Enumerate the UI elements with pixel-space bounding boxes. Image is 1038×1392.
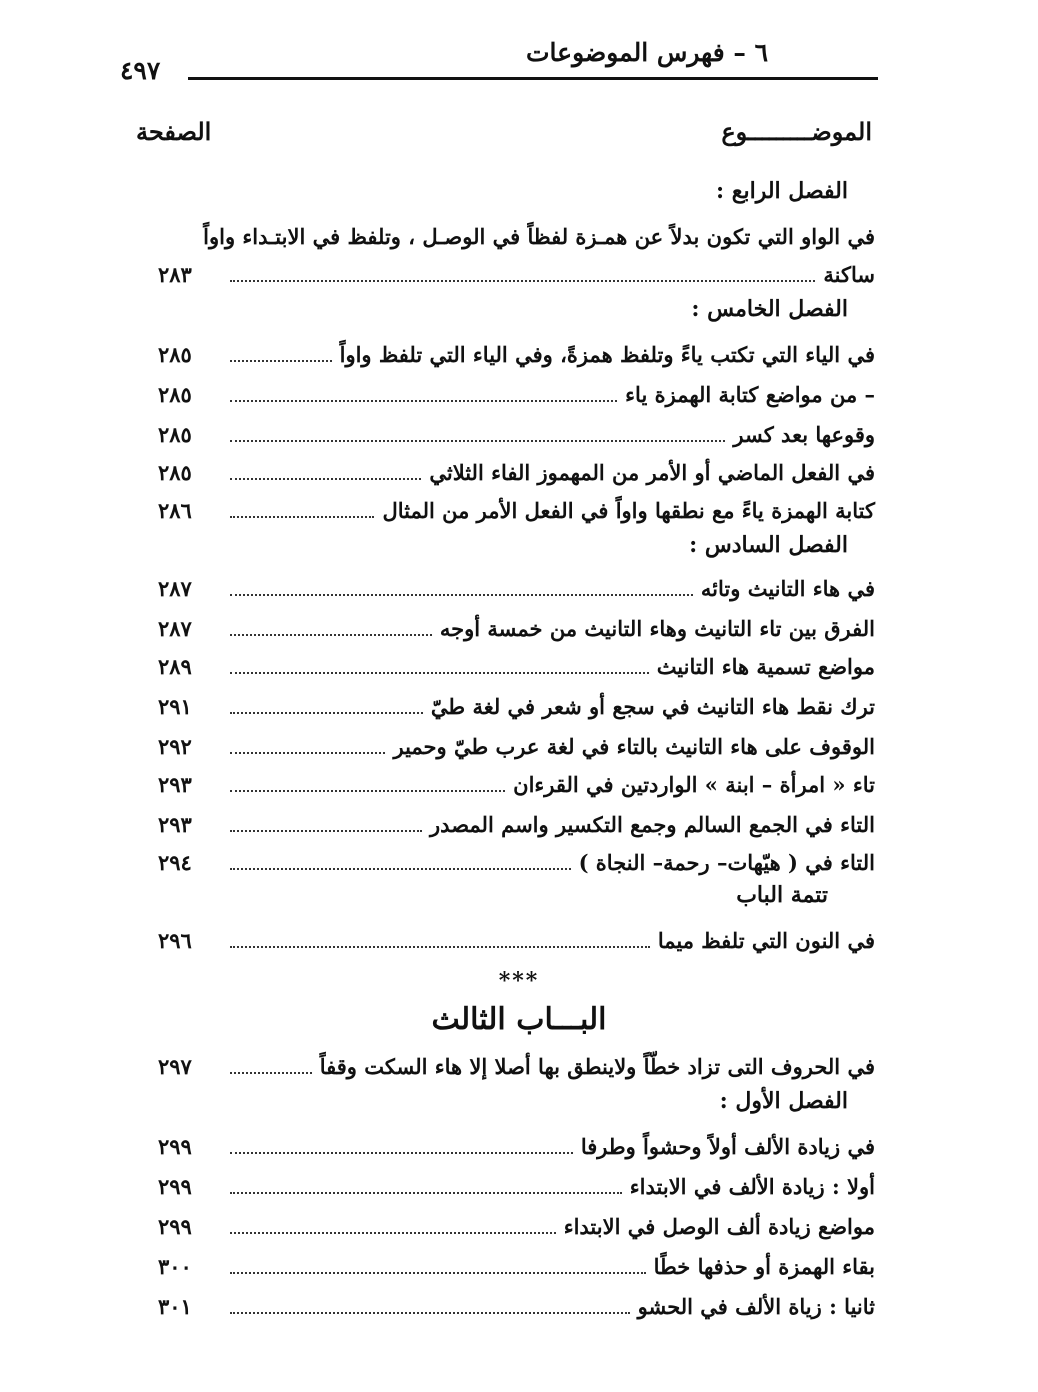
index-entry: [140, 844, 875, 878]
part-title: البـــاب الثالث: [431, 1002, 607, 1037]
entry-text: – من مواضع كتابة الهمزة ياء: [625, 382, 875, 407]
leader-dots: [230, 478, 421, 480]
entry-text: التاء في الجمع السالم وجمع التكسير واسم المصدر: [430, 812, 875, 837]
index-entry: [140, 766, 875, 800]
index-entry: [140, 688, 875, 722]
column-heading-topic: الموضـــــــــوع: [721, 117, 872, 146]
leader-dots: [230, 868, 571, 870]
leader-dots: [230, 594, 693, 596]
entry-page: ٢٨٥: [158, 422, 192, 447]
leader-dots: [230, 280, 815, 282]
section-separator: ***: [498, 968, 540, 994]
entry-text: في الياء التي تكتب ياءً وتلفظ همزةً، وفي الياء التي تلفظ واواً: [339, 342, 875, 367]
index-entry: [140, 1208, 875, 1242]
entry-page: ٢٩٤: [158, 850, 192, 875]
entry-text: كتابة الهمزة ياءً مع نطقها واواً في الفعل الأمر من المثال: [382, 498, 875, 523]
index-entry: [140, 1248, 875, 1282]
entry-page: ٢٩٢: [158, 734, 192, 759]
leader-dots: [230, 1072, 312, 1074]
entry-page: ٢٩٣: [158, 772, 192, 797]
index-entry: [140, 1048, 875, 1082]
running-header-title: ٦ – فهرس الموضوعات: [526, 38, 768, 67]
leader-dots: [230, 946, 650, 948]
entry-page: ٢٩٩: [158, 1214, 192, 1239]
index-entry: [140, 416, 875, 450]
leader-dots: [230, 712, 423, 714]
entry-text: ثانيا : زياة الألف في الحشو: [637, 1294, 875, 1319]
entry-text: في النون التي تلفظ ميما: [657, 928, 875, 953]
entry-text-line: في الواو التي تكون بدلاً عن همـزة لفظاً في الوصـل ، وتلفظ في الابتـداء واواً: [203, 224, 875, 249]
entry-page: ٣٠٠: [158, 1254, 192, 1279]
entry-page: ٣٠١: [158, 1294, 192, 1319]
entry-text: في هاء التانيث وتائه: [700, 576, 875, 601]
entry-text: في الحروف التى تزاد خطّاً ولاينطق بها أصلا إلا هاء السكت وقفاً: [319, 1054, 875, 1079]
leader-dots: [230, 672, 649, 674]
entry-page: ٢٨٣: [158, 262, 192, 287]
leader-dots: [230, 1192, 622, 1194]
index-entry: [140, 1288, 875, 1322]
entry-text: ترك نقط هاء التانيث في سجع أو شعر في لغة طيّ: [430, 694, 875, 719]
index-entry: [140, 728, 875, 762]
entry-text: تاء « امرأة – ابنة » الواردتين في القرءان: [513, 772, 875, 797]
leader-dots: [230, 1272, 646, 1274]
index-entry: [140, 806, 875, 840]
leader-dots: [230, 790, 505, 792]
entry-text: وقوعها بعد كسر: [733, 422, 875, 447]
leader-dots: [230, 440, 725, 442]
entry-text: الفرق بين تاء التانيث وهاء التانيث من خمسة أوجه: [439, 616, 875, 641]
index-entry: [140, 1168, 875, 1202]
header-rule: [188, 77, 878, 80]
chapter-heading: الفصل الخامس :: [691, 296, 848, 322]
leader-dots: [230, 400, 617, 402]
index-entry: [140, 492, 875, 526]
entry-text: الوقوف على هاء التانيث بالتاء في لغة عرب طيّ وحمير: [393, 734, 875, 759]
entry-page: ٢٨٦: [158, 498, 192, 523]
entry-page: ٢٨٥: [158, 382, 192, 407]
column-heading-page: الصفحة: [136, 117, 212, 146]
index-entry: [140, 256, 875, 290]
entry-page: ٢٨٥: [158, 342, 192, 367]
leader-dots: [230, 830, 422, 832]
leader-dots: [230, 752, 385, 754]
section-heading: تتمة الباب: [736, 882, 828, 908]
chapter-heading: الفصل الرابع :: [715, 178, 848, 204]
entry-page: ٢٩٣: [158, 812, 192, 837]
entry-page: ٢٩٩: [158, 1134, 192, 1159]
index-entry: [140, 610, 875, 644]
entry-text: في زيادة الألف أولاً وحشواً وطرفا: [580, 1134, 875, 1159]
chapter-heading: الفصل السادس :: [689, 532, 848, 558]
entry-page: ٢٨٧: [158, 576, 192, 601]
entry-page: ٢٨٩: [158, 654, 192, 679]
entry-page: ٢٨٧: [158, 616, 192, 641]
index-entry: [140, 570, 875, 604]
entry-page: ٢٩٧: [158, 1054, 192, 1079]
entry-page: ٢٩٦: [158, 928, 192, 953]
entry-text: بقاء الهمزة أو حذفها خطًا: [653, 1254, 875, 1279]
entry-text: مواضع تسمية هاء التانيث: [656, 654, 875, 679]
leader-dots: [230, 1312, 630, 1314]
entry-text: مواضع زيادة ألف الوصل في الابتداء: [563, 1214, 875, 1239]
entry-text: في الفعل الماضي أو الأمر من المهموز الفاء الثلاثي: [429, 460, 875, 485]
index-entry: [140, 1128, 875, 1162]
index-entry: [140, 648, 875, 682]
leader-dots: [230, 360, 332, 362]
page-number: ٤٩٧: [120, 56, 161, 85]
index-entry: [140, 922, 875, 956]
entry-text: ساكنة: [823, 262, 875, 287]
index-entry: [140, 454, 875, 488]
entry-page: ٢٩٩: [158, 1174, 192, 1199]
entry-text: أولا : زيادة الألف في الابتداء: [629, 1174, 875, 1199]
leader-dots: [230, 516, 374, 518]
index-entry: [140, 336, 875, 370]
entry-text: التاء في ( هيّهات– رحمة– النجاة ): [578, 850, 875, 875]
index-entry: [140, 376, 875, 410]
chapter-heading: الفصل الأول :: [719, 1088, 848, 1114]
leader-dots: [230, 634, 432, 636]
leader-dots: [230, 1232, 556, 1234]
leader-dots: [230, 1152, 573, 1154]
entry-page: ٢٨٥: [158, 460, 192, 485]
entry-page: ٢٩١: [158, 694, 192, 719]
